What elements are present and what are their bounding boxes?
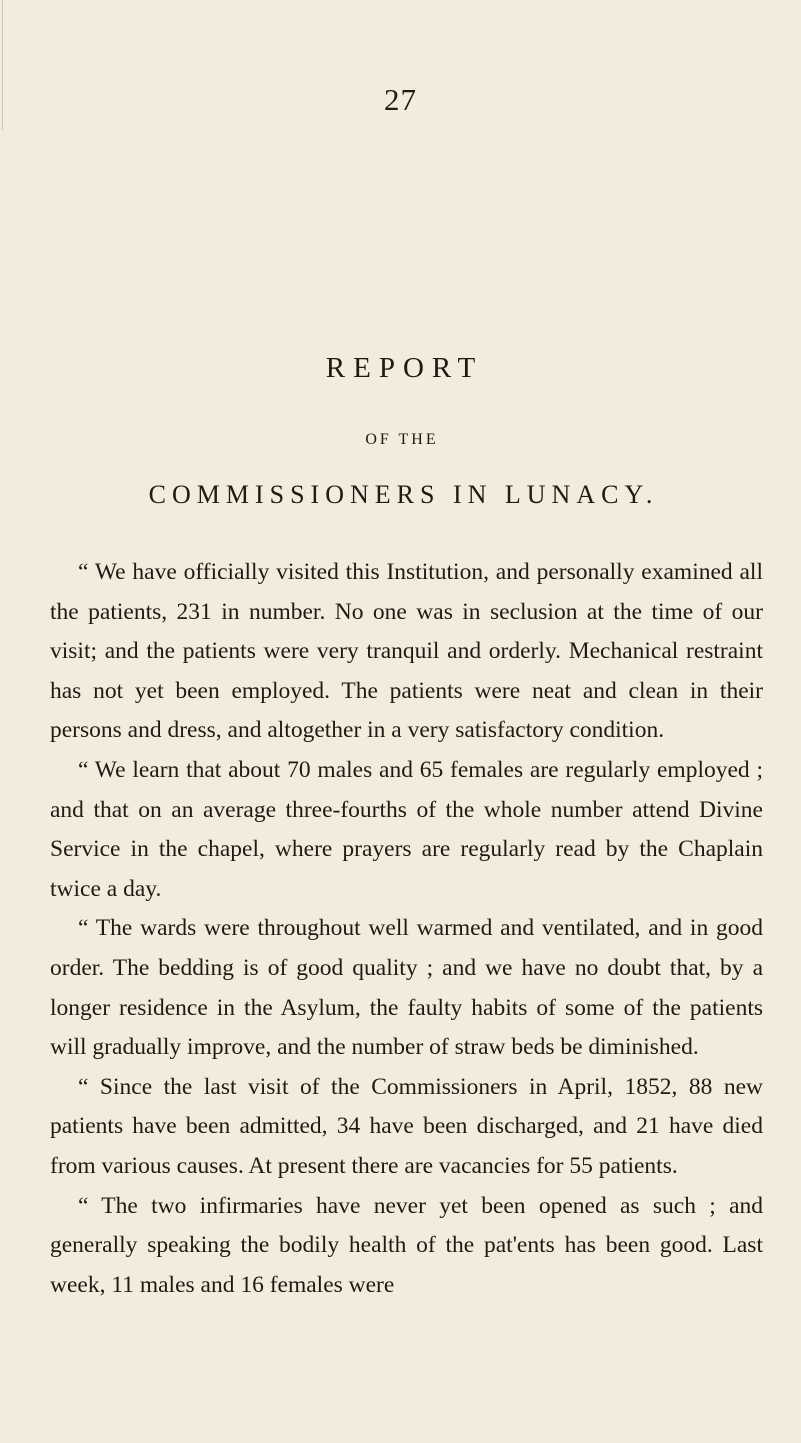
page-number: 27 [384, 82, 417, 117]
report-body [50, 553, 763, 1305]
report-title: REPORT [325, 352, 484, 384]
paragraph-employment: “ We learn that about 70 males and 65 females are regularly employed ; and that on an average three-fourths of the whole number attend Divine Service in the chapel, where prayers are regularly read by the Chaplain twice a day. [50, 756, 763, 902]
report-subtitle: OF THE [365, 431, 439, 448]
paragraph-admissions: “ Since the last visit of the Commissioners in April, 1852, 88 new patients have been admitted, 34 have been discharged, and 21 have died from various causes. At present there are vacancies for 55 patients. [50, 1073, 763, 1179]
report-organization: COMMISSIONERS IN LUNACY. [148, 480, 659, 509]
paragraph-wards: “ The wards were throughout well warmed and ventilated, and in good order. The bedding is of good quality ; and we have no doubt that, by a longer residence in the Asylum, the faulty habits of some of the patients will gradually improve, and the number of straw beds be diminished. [50, 915, 763, 1061]
paragraph-visit: “ We have officially visited this Institution, and personally examined all the patients, 231 in number. No one was in seclusion at the time of our visit; and the patients were very tranquil and orderly. Mechanical restraint has not yet been employed. The patients were neat and clean in their persons and dress, and altogether in a very satisfactory condition. [50, 559, 763, 744]
paragraph-infirmaries: “ The two infirmaries have never yet been opened as such ; and generally speaking the bodily health of the pat'ents has been good. Last week, 11 males and 16 females were [50, 1192, 763, 1298]
